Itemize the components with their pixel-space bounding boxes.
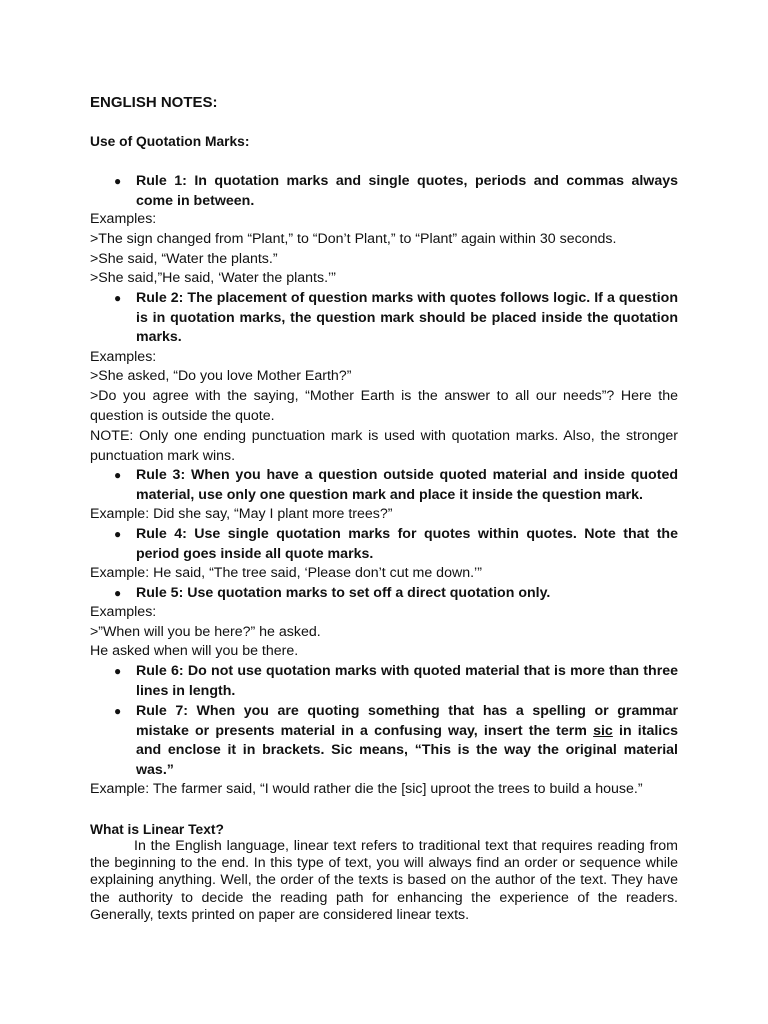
example-line: >”When will you be here?” he asked. (90, 624, 321, 640)
example-paragraph: >Do you agree with the saying, “Mother Earth is the answer to all our needs”? Here the question is outside the quote. (90, 388, 678, 424)
section-heading-linear-text: What is Linear Text? (90, 822, 224, 837)
example-line: >The sign changed from “Plant,” to “Don’t Plant,” to “Plant” again within 30 seconds. (90, 231, 617, 247)
sic-term: sic (593, 722, 613, 739)
bullet-icon: ● (114, 704, 122, 718)
rule-5-text: Rule 5: Use quotation marks to set off a direct quotation only. (136, 585, 551, 601)
rule-7-text (136, 702, 678, 780)
example-line: He asked when will you be there. (90, 643, 299, 659)
rule-1 (90, 172, 678, 211)
bullet-icon: ● (114, 174, 122, 188)
rule-3 (90, 466, 678, 505)
example-line: >She said,”He said, ‘Water the plants.’” (90, 270, 336, 286)
example-line: Example: He said, “The tree said, ‘Please don’t cut me down.’” (90, 565, 482, 581)
example-line: Example: Did she say, “May I plant more trees?” (90, 506, 393, 522)
example-line: >She asked, “Do you love Mother Earth?” (90, 368, 352, 384)
rule-7 (90, 702, 678, 780)
rule-7-text-b: in italics and enclose it in brackets. Sic means, “This is the way the original material was.” (136, 722, 678, 778)
examples-label: Examples: (90, 604, 157, 620)
linear-text-paragraph: In the English language, linear text refers to traditional text that requires reading from the beginning to the end. In this type of text, you will always find an order or sequence while explaining anything. Well, the order of the texts is based on the author of the text. They have the authority to decide the reading path for enhancing the experience of the readers. Generally, texts printed on paper are considered linear texts. (90, 838, 678, 923)
rule-4 (90, 525, 678, 564)
rule-1-text: Rule 1: In quotation marks and single quotes, periods and commas always come in between. (136, 173, 678, 209)
examples-label: Examples: (90, 211, 157, 227)
example-line: Example: The farmer said, “I would rather die the [sic] uproot the trees to build a house.” (90, 781, 643, 797)
page-title: ENGLISH NOTES: (90, 94, 218, 111)
rule-7-text-a: Rule 7: When you are quoting something that has a spelling or grammar mistake or presents material in a confusing way, insert the term (136, 703, 678, 739)
bullet-icon: ● (114, 664, 122, 678)
rule-2 (90, 289, 678, 348)
bullet-icon: ● (114, 586, 122, 600)
rule-2-text: Rule 2: The placement of question marks with quotes follows logic. If a question is in quotation marks, the question mark should be placed inside the quotation marks. (136, 290, 678, 346)
rule-5 (90, 584, 678, 604)
example-line: >She said, “Water the plants.” (90, 251, 278, 267)
rule-6-text: Rule 6: Do not use quotation marks with quoted material that is more than three lines in length. (136, 663, 678, 699)
rule-3-text: Rule 3: When you have a question outside quoted material and inside quoted material, use only one question mark and place it inside the question mark. (136, 467, 678, 503)
bullet-icon: ● (114, 527, 122, 541)
examples-label: Examples: (90, 349, 157, 365)
bullet-icon: ● (114, 291, 122, 305)
bullet-icon: ● (114, 468, 122, 482)
section-heading-quotation-marks: Use of Quotation Marks: (90, 134, 250, 149)
note-paragraph: NOTE: Only one ending punctuation mark is used with quotation marks. Also, the stronger punctuation mark wins. (90, 428, 678, 464)
rule-4-text: Rule 4: Use single quotation marks for quotes within quotes. Note that the period goes inside all quote marks. (136, 526, 678, 562)
rule-6 (90, 662, 678, 701)
